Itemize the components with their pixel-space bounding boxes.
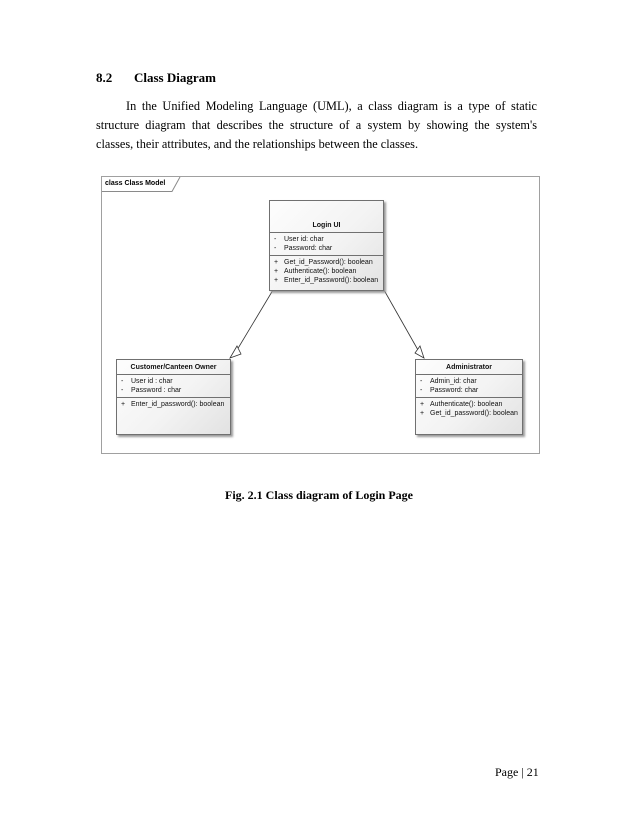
body-paragraph: In the Unified Modeling Language (UML), a class diagram is a type of static structure diagram that describes the structure of a system by showing the system's classes, their attributes, and the relationships between the classes.: [96, 99, 537, 151]
connector-admin-to-login: [384, 290, 418, 350]
attributes-compartment: [416, 375, 522, 398]
attribute-row: - Admin_id: char: [420, 378, 477, 385]
attributes-compartment: [117, 375, 230, 398]
section-title: Class Diagram: [134, 70, 216, 85]
section-number: 8.2: [96, 70, 113, 85]
operation-row: + Enter_id_Password(): boolean: [274, 277, 379, 284]
connector-customer-to-login: [237, 290, 273, 350]
attribute-row: - Password: char: [274, 245, 333, 252]
attributes-compartment: [270, 233, 383, 256]
attribute-row: - Password: char: [420, 387, 479, 394]
inheritance-arrowhead-icon: [230, 346, 241, 358]
operations-compartment: [117, 398, 230, 411]
figure-caption: Fig. 2.1 Class diagram of Login Page: [225, 488, 413, 502]
operation-row: + Enter_id_password(): boolean: [121, 401, 225, 408]
attribute-row: - Password : char: [121, 387, 182, 394]
attribute-row: - User id : char: [121, 378, 173, 385]
operation-row: + Authenticate(): boolean: [420, 401, 503, 408]
class-customer-canteen-owner[interactable]: [116, 359, 231, 435]
class-administrator[interactable]: [415, 359, 523, 435]
class-diagram-frame: [101, 176, 540, 454]
class-login-ui[interactable]: [269, 200, 384, 291]
operation-row: + Get_id_password(): boolean: [420, 410, 518, 417]
class-name: Customer/Canteen Owner: [117, 360, 230, 375]
section-heading: [96, 70, 216, 86]
operations-compartment: [270, 256, 383, 287]
operation-row: + Get_id_Password(): boolean: [274, 259, 373, 266]
frame-label: class Class Model: [105, 180, 166, 187]
attribute-row: - User id: char: [274, 236, 324, 243]
operations-compartment: [416, 398, 522, 420]
class-name: Login UI: [270, 201, 383, 233]
page-number: Page | 21: [495, 765, 539, 779]
class-name: Administrator: [416, 360, 522, 375]
operation-row: + Authenticate(): boolean: [274, 268, 357, 275]
